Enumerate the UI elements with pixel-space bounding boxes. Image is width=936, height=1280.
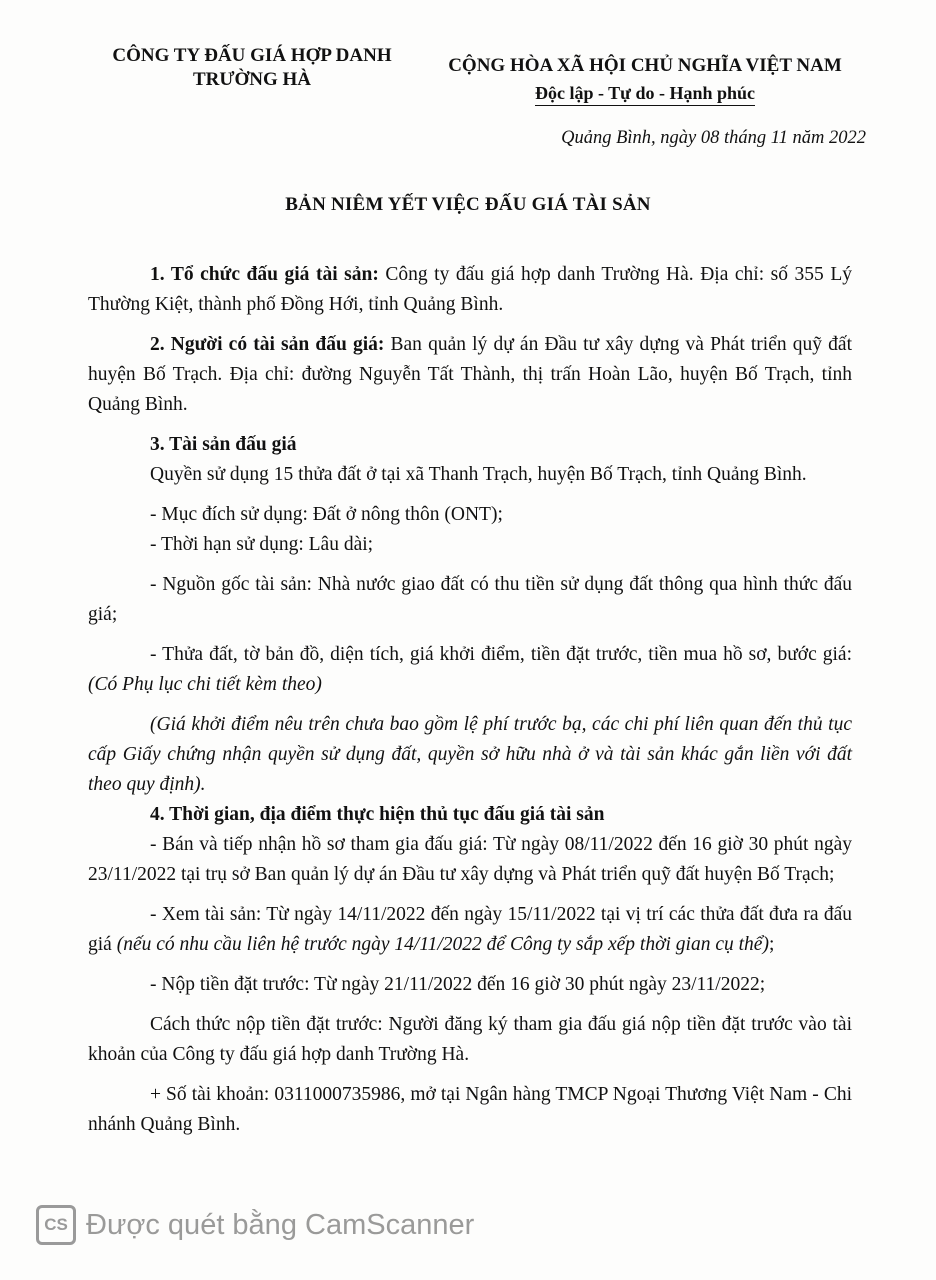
national-header — [420, 52, 870, 108]
org-name-line2: TRƯỜNG HÀ — [192, 69, 312, 90]
document-title: BẢN NIÊM YẾT VIỆC ĐẤU GIÁ TÀI SẢN — [285, 194, 651, 215]
section-4-bank-account: + Số tài khoản: 0311000735986, mở tại Ngân hàng TMCP Ngoại Thương Việt Nam - Chi nhánh Quảng Bình. — [88, 1084, 852, 1135]
section-1-heading: 1. Tổ chức đấu giá tài sản: — [150, 264, 379, 285]
plot-details-text: - Thửa đất, tờ bản đồ, diện tích, giá khởi điểm, tiền đặt trước, tiền mua hồ sơ, bước giá: — [150, 644, 852, 665]
section-3-asset-origin: - Nguồn gốc tài sản: Nhà nước giao đất có thu tiền sử dụng đất thông qua hình thức đấu giá; — [88, 574, 852, 625]
nation-name: CỘNG HÒA XÃ HỘI CHỦ NGHĨA VIỆT NAM — [448, 55, 842, 76]
section-4-deposit-period: - Nộp tiền đặt trước: Từ ngày 21/11/2022 đến 16 giờ 30 phút ngày 23/11/2022; — [150, 974, 766, 995]
section-2 — [88, 330, 852, 420]
section-2-heading: 2. Người có tài sản đấu giá: — [150, 334, 385, 355]
section-3-usage-term: - Thời hạn sử dụng: Lâu dài; — [150, 534, 374, 555]
camscanner-text: Được quét bằng CamScanner — [86, 1208, 475, 1241]
document-body — [88, 260, 852, 1150]
section-1 — [88, 260, 852, 320]
section-1-text: Công ty đấu giá hợp danh Trường Hà. Địa chỉ: số 355 Lý Thường Kiệt, thành phố Đồng Hới, tỉnh Quảng Bình. — [88, 264, 853, 315]
national-motto: Độc lập - Tự do - Hạnh phúc — [535, 82, 755, 106]
section-4-deposit-method: Cách thức nộp tiền đặt trước: Người đăng ký tham gia đấu giá nộp tiền đặt trước vào tài khoản của Công ty đấu giá hợp danh Trường Hà. — [88, 1014, 852, 1065]
date-line: Quảng Bình, ngày 08 tháng 11 năm 2022 — [561, 128, 866, 148]
plot-details-appendix-note: (Có Phụ lục chi tiết kèm theo) — [88, 674, 322, 695]
asset-viewing-note: (nếu có nhu cầu liên hệ trước ngày 14/11/2022 để Công ty sắp xếp thời gian cụ thể) — [116, 934, 769, 955]
camscanner-icon: CS — [36, 1205, 76, 1245]
section-4-sale-period: - Bán và tiếp nhận hồ sơ tham gia đấu giá: Từ ngày 08/11/2022 đến 16 giờ 30 phút ngày 23/11/2022 tại trụ sở Ban quản lý dự án Đầu tư xây dựng và Phát triển quỹ đất huyện Bố Trạch; — [88, 834, 852, 885]
section-4-heading: 4. Thời gian, địa điểm thực hiện thủ tục đấu giá tài sản — [150, 804, 605, 825]
asset-viewing-end: ; — [768, 934, 775, 955]
section-2-text: Ban quản lý dự án Đầu tư xây dựng và Phát triển quỹ đất huyện Bố Trạch. Địa chỉ: đường Nguyễn Tất Thành, thị trấn Hoàn Lão, huyện Bố Trạch, tỉnh Quảng Bình. — [88, 334, 852, 415]
section-4-asset-viewing — [88, 900, 852, 960]
section-3-plot-details — [88, 640, 852, 700]
organization-header — [82, 44, 422, 92]
section-3-asset-description: Quyền sử dụng 15 thửa đất ở tại xã Thanh Trạch, huyện Bố Trạch, tỉnh Quảng Bình. — [150, 464, 807, 485]
camscanner-watermark — [36, 1205, 474, 1245]
org-name-line1: CÔNG TY ĐẤU GIÁ HỢP DANH — [112, 45, 392, 66]
section-3-price-note: (Giá khởi điểm nêu trên chưa bao gồm lệ phí trước bạ, các chi phí liên quan đến thủ tục cấp Giấy chứng nhận quyền sử dụng đất, quyền sở hữu nhà ở và tài sản khác gắn liền với đất theo quy định). — [88, 714, 852, 795]
asset-viewing-text: - Xem tài sản: Từ ngày 14/11/2022 đến ngày 15/11/2022 tại vị trí các thửa đất đưa ra đấu giá — [88, 904, 852, 955]
section-3-heading: 3. Tài sản đấu giá — [150, 434, 297, 455]
section-3-land-purpose: - Mục đích sử dụng: Đất ở nông thôn (ONT); — [150, 504, 503, 525]
